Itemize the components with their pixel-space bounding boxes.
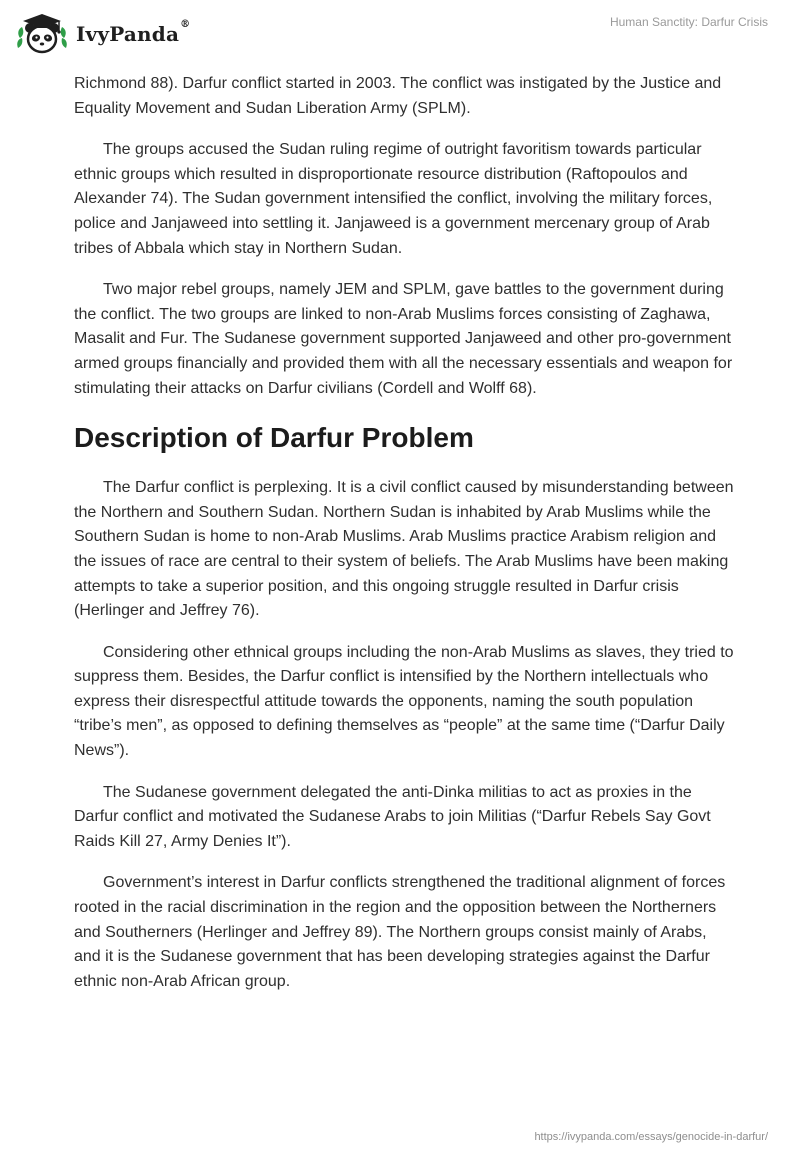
source-url[interactable]: https://ivypanda.com/essays/genocide-in-darfur/: [534, 1131, 768, 1143]
paragraph: The Darfur conflict is perplexing. It is a civil conflict caused by misunderstanding between the Northern and Southern Sudan. Northern Sudan is inhabited by Arab Muslims while the Southern Sudan is home to non-Arab Muslims. Arab Muslims practice Arabism religion and the issues of race are central to their system of beliefs. The Arab Muslims have been making attempts to take a superior position, and this ongoing struggle resulted in Darfur crisis (Herlinger and Jeffrey 76).: [74, 479, 734, 620]
registered-mark: ®: [180, 19, 191, 30]
section-heading: Description of Darfur Problem: [74, 422, 474, 454]
paragraph: The Sudanese government delegated the anti-Dinka militias to act as proxies in the Darfur conflict and motivated the Sudanese Arabs to join Militias (“Darfur Rebels Say Govt Raids Kill 27, Army Denies It”).: [74, 783, 711, 850]
panda-graduate-icon: [16, 10, 68, 56]
document-title: Human Sanctity: Darfur Crisis: [609, 15, 768, 29]
paragraph: Considering other ethnical groups including the non-Arab Muslims as slaves, they tried to suppress them. Besides, the Darfur conflict is intensified by the Northern intellectuals who express their disrespectful attitude towards the opponents, naming the south population “tribe’s men”, as opposed to defining themselves as “people” at the same time (“Darfur Daily News”).: [74, 643, 734, 760]
ivypanda-logo[interactable]: [16, 8, 190, 58]
brand-name: IvyPanda®: [76, 19, 191, 46]
page-header: [0, 0, 800, 64]
essay-body: [74, 72, 734, 1011]
paragraph: Richmond 88). Darfur conflict started in 2003. The conflict was instigated by the Justice and Equality Movement and Sudan Liberation Army (SPLM).: [74, 75, 722, 117]
paragraph: Government’s interest in Darfur conflicts strengthened the traditional alignment of forces rooted in the racial discrimination in the region and the opposition between the Northerners and Southerners (Herlinger and Jeffrey 89). The Northern groups consist mainly of Arabs, and it is the Sudanese government that has been developing strategies against the Darfur ethnic non-Arab African group.: [74, 874, 726, 990]
paragraph: Two major rebel groups, namely JEM and SPLM, gave battles to the government during the conflict. The two groups are linked to non-Arab Muslims forces consisting of Zaghawa, Masalit and Fur. The Sudanese government supported Janjaweed and other pro-government armed groups financially and provided them with all the necessary essentials and weapon for stimulating their attacks on Darfur civilians (Cordell and Wolff 68).: [74, 281, 733, 397]
paragraph: The groups accused the Sudan ruling regime of outright favoritism towards particular ethnic groups which resulted in disproportionate resource distribution (Raftopoulos and Alexander 74). The Sudan government intensified the conflict, involving the military forces, police and Janjaweed into settling it. Janjaweed is a government mercenary group of Arab tribes of Abbala which stay in Northern Sudan.: [74, 141, 713, 257]
